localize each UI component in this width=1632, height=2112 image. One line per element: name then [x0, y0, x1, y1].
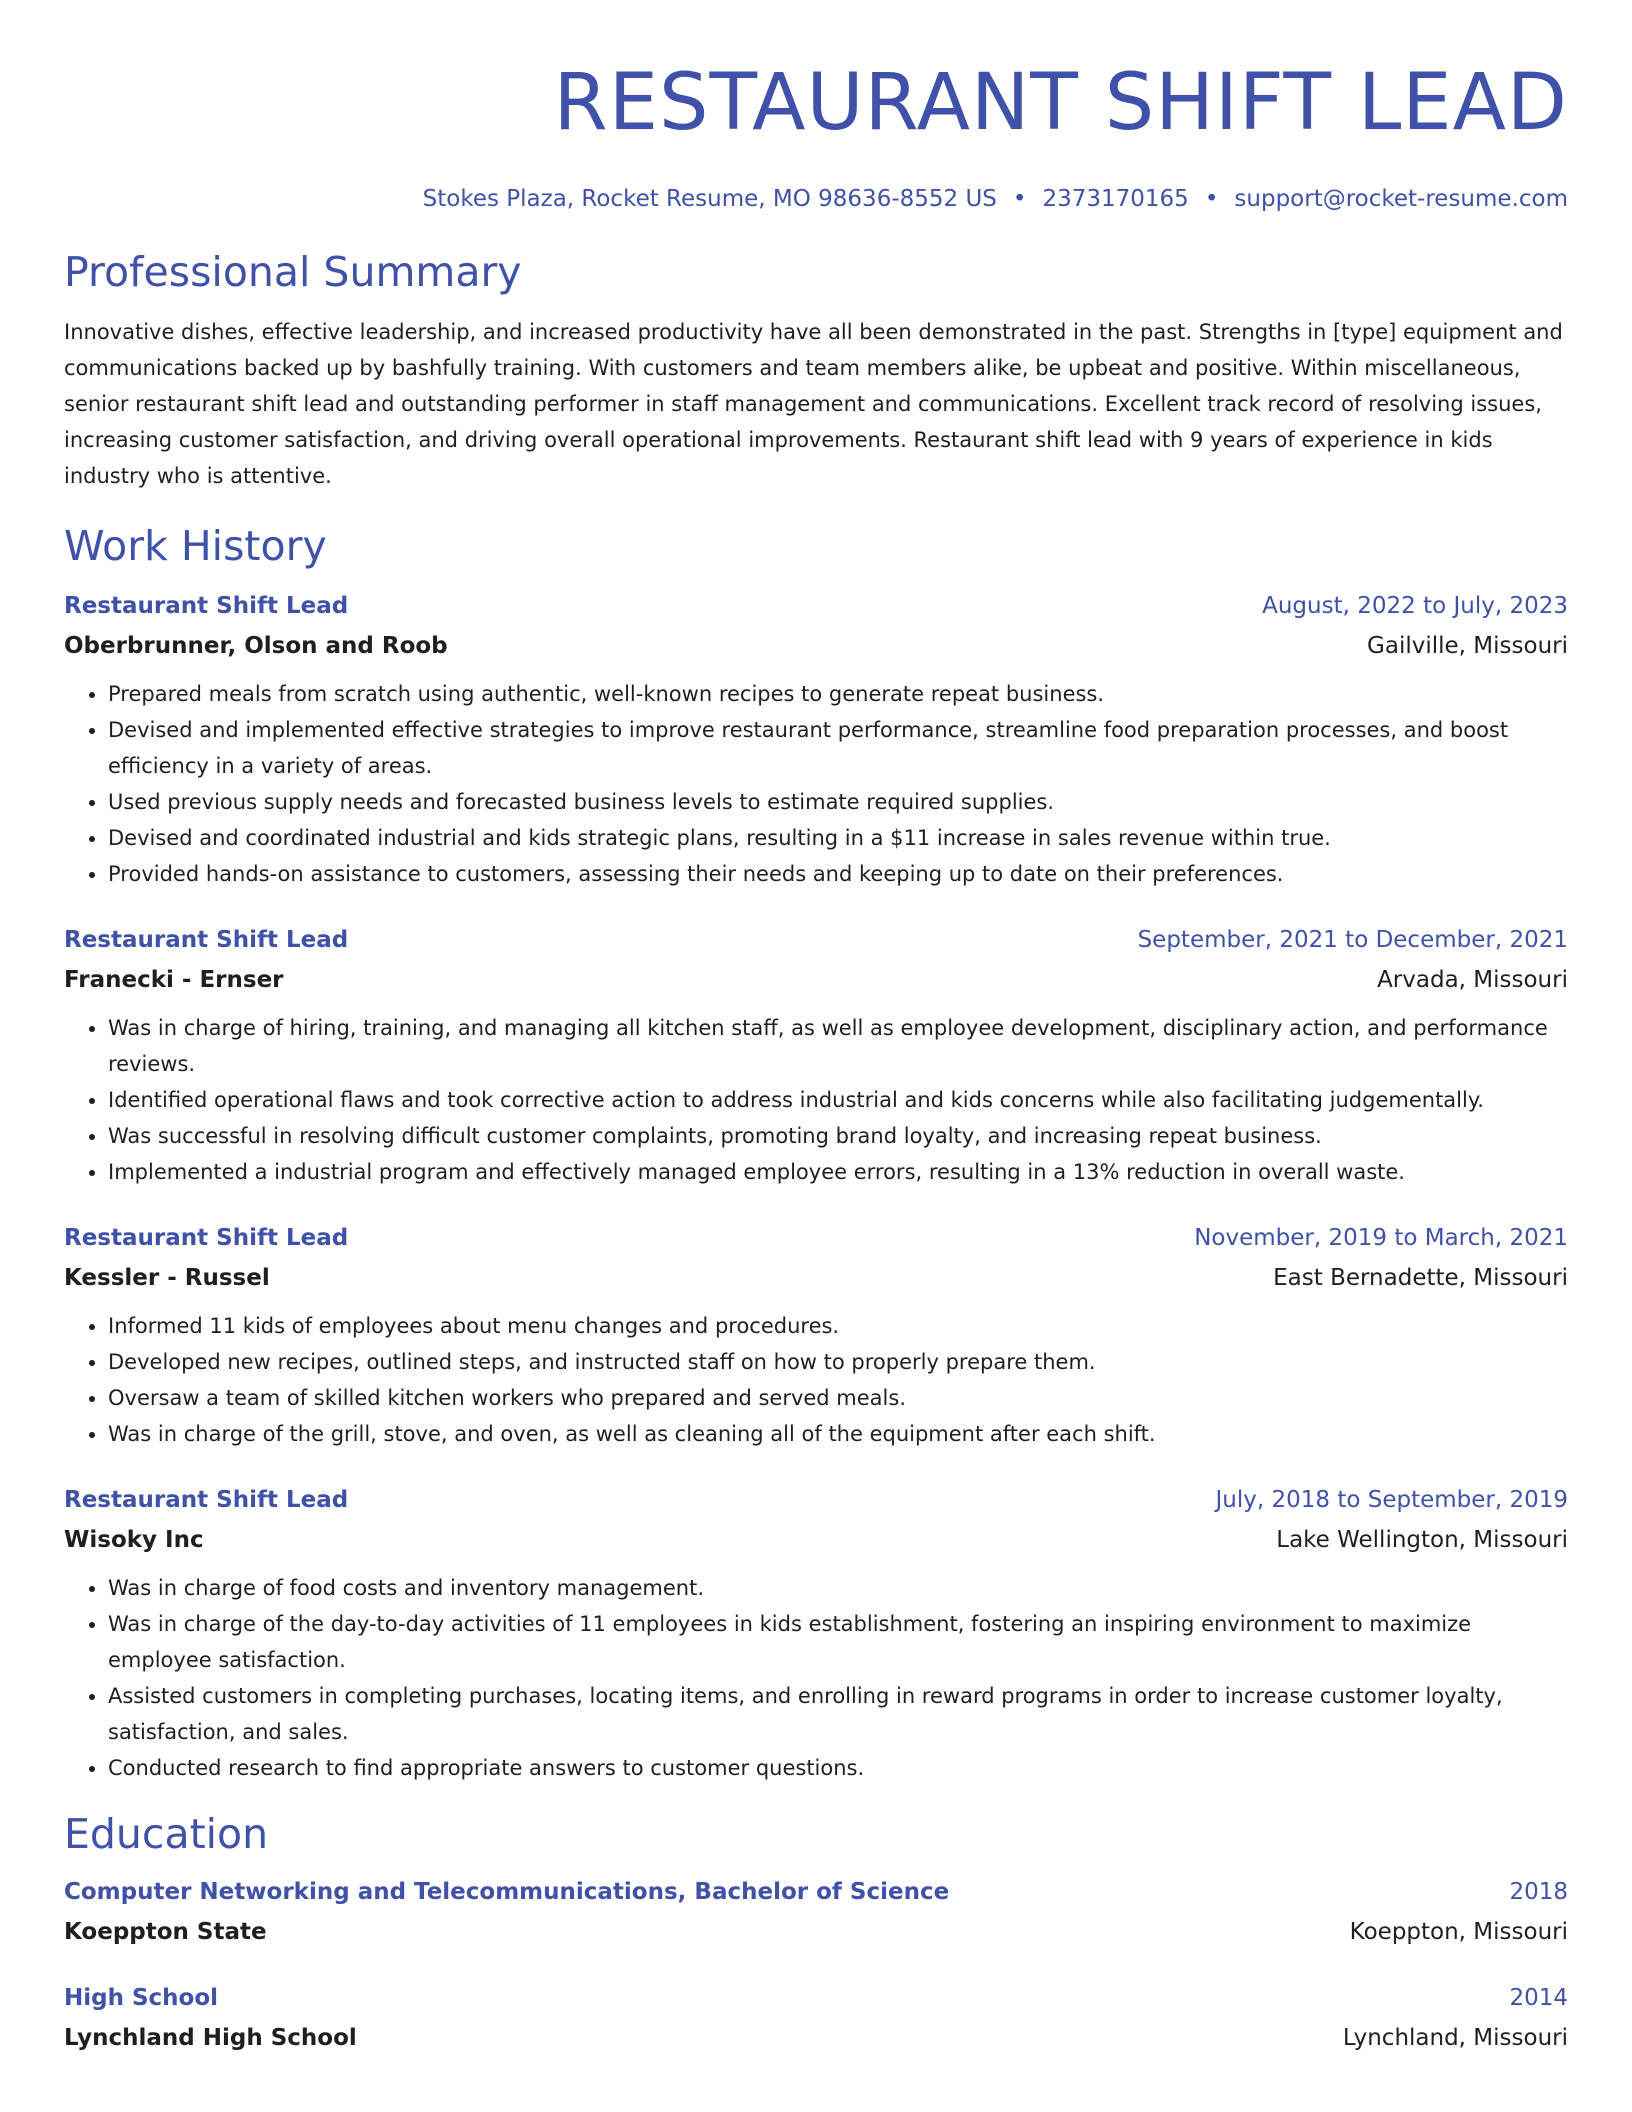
job-entry [64, 920, 1568, 1190]
job-bullet: • Devised and implemented effective strategies to improve restaurant performance, streamline food preparation processes, and boost efficiency in a variety of areas. [108, 712, 1568, 784]
job-entry [64, 1480, 1568, 1786]
job-bullet: • Assisted customers in completing purchases, locating items, and enrolling in reward programs in order to increase customer loyalty, satisfaction, and sales. [108, 1678, 1568, 1750]
job-bullet-list [64, 1570, 1568, 1786]
job-bullet: • Was in charge of food costs and inventory management. [108, 1570, 1568, 1606]
job-bullet: • Was in charge of the grill, stove, and oven, as well as cleaning all of the equipment after each shift. [108, 1416, 1568, 1452]
job-bullet-list [64, 1308, 1568, 1452]
education-school: Koeppton State [64, 1919, 267, 1945]
job-bullet-list [64, 676, 1568, 892]
education-degree: High School [64, 1985, 219, 2011]
job-title: Restaurant Shift Lead [64, 1487, 349, 1513]
education-school: Lynchland High School [64, 2025, 357, 2051]
contact-separator: • [1012, 186, 1027, 212]
job-dates: August, 2022 to July, 2023 [1262, 593, 1568, 619]
job-header-row [64, 586, 1568, 626]
job-employer: Wisoky Inc [64, 1527, 204, 1553]
education-heading: Education [64, 1810, 269, 1858]
job-bullet: • Developed new recipes, outlined steps, and instructed staff on how to properly prepare them. [108, 1344, 1568, 1380]
job-bullet: • Prepared meals from scratch using authentic, well-known recipes to generate repeat business. [108, 676, 1568, 712]
job-bullet: • Oversaw a team of skilled kitchen workers who prepared and served meals. [108, 1380, 1568, 1416]
work-history-list [64, 586, 1568, 1786]
education-location: Lynchland, Missouri [1342, 2025, 1568, 2051]
job-dates: July, 2018 to September, 2019 [1215, 1487, 1568, 1513]
summary-heading: Professional Summary [64, 248, 522, 296]
contact-separator: • [1204, 186, 1219, 212]
job-dates: November, 2019 to March, 2021 [1194, 1225, 1568, 1251]
contact-address: Stokes Plaza, Rocket Resume, MO 98636-8552 US [422, 186, 997, 212]
job-employer-row [64, 1520, 1568, 1560]
job-bullet: • Was in charge of the day-to-day activities of 11 employees in kids establishment, fostering an inspiring environment to maximize employee satisfaction. [108, 1606, 1568, 1678]
education-location: Koeppton, Missouri [1349, 1919, 1568, 1945]
job-header-row [64, 920, 1568, 960]
job-dates: September, 2021 to December, 2021 [1137, 927, 1568, 953]
contact-line [64, 184, 1568, 214]
job-bullet: • Was in charge of hiring, training, and managing all kitchen staff, as well as employee development, disciplinary action, and performance reviews. [108, 1010, 1568, 1082]
job-entry [64, 1218, 1568, 1452]
job-entry [64, 586, 1568, 892]
job-bullet: • Provided hands-on assistance to customers, assessing their needs and keeping up to date on their preferences. [108, 856, 1568, 892]
job-bullet: • Informed 11 kids of employees about menu changes and procedures. [108, 1308, 1568, 1344]
job-employer: Oberbrunner, Olson and Roob [64, 633, 448, 659]
resume-name: RESTAURANT SHIFT LEAD [553, 58, 1568, 148]
education-year: 2014 [1509, 1985, 1568, 2011]
education-header-row [64, 1872, 1568, 1912]
job-bullet: • Identified operational flaws and took corrective action to address industrial and kids concerns while also facilitating judgementally. [108, 1082, 1568, 1118]
education-list [64, 1872, 1568, 2058]
job-header-row [64, 1218, 1568, 1258]
summary-text: Innovative dishes, effective leadership, and increased productivity have all been demonstrated in the past. Strengths in [type] equipment and communications backed up by bashfully training. With customers and team members alike, be upbeat and positive. Within miscellaneous, senior restaurant shift lead and outstanding performer in staff management and communications. Excellent track record of resolving issues, increasing customer satisfaction, and driving overall operational improvements. Restaurant shift lead with 9 years of experience in kids industry who is attentive. [64, 320, 1563, 488]
job-title: Restaurant Shift Lead [64, 1225, 349, 1251]
job-title: Restaurant Shift Lead [64, 593, 349, 619]
job-employer-row [64, 960, 1568, 1000]
job-title: Restaurant Shift Lead [64, 927, 349, 953]
education-year: 2018 [1509, 1879, 1568, 1905]
job-bullet: • Was successful in resolving difficult customer complaints, promoting brand loyalty, and increasing repeat business. [108, 1118, 1568, 1154]
job-employer-row [64, 626, 1568, 666]
job-bullet-list [64, 1010, 1568, 1190]
job-employer-row [64, 1258, 1568, 1298]
education-school-row [64, 2018, 1568, 2058]
education-header-row [64, 1978, 1568, 2018]
contact-phone: 2373170165 [1042, 186, 1189, 212]
education-degree: Computer Networking and Telecommunications, Bachelor of Science [64, 1879, 950, 1905]
job-location: Lake Wellington, Missouri [1276, 1527, 1568, 1553]
education-entry [64, 1872, 1568, 1952]
job-bullet: • Conducted research to find appropriate answers to customer questions. [108, 1750, 1568, 1786]
job-bullet: • Used previous supply needs and forecasted business levels to estimate required supplies. [108, 784, 1568, 820]
education-entry [64, 1978, 1568, 2058]
contact-email[interactable]: support@rocket-resume.com [1234, 186, 1568, 212]
job-employer: Kessler - Russel [64, 1265, 270, 1291]
job-header-row [64, 1480, 1568, 1520]
job-bullet: • Implemented a industrial program and effectively managed employee errors, resulting in a 13% reduction in overall waste. [108, 1154, 1568, 1190]
job-location: Arvada, Missouri [1377, 967, 1568, 993]
job-location: Gailville, Missouri [1367, 633, 1568, 659]
education-school-row [64, 1912, 1568, 1952]
job-employer: Franecki - Ernser [64, 967, 284, 993]
job-location: East Bernadette, Missouri [1273, 1265, 1568, 1291]
work-history-heading: Work History [64, 522, 327, 570]
job-bullet: • Devised and coordinated industrial and kids strategic plans, resulting in a $11 increase in sales revenue within true. [108, 820, 1568, 856]
